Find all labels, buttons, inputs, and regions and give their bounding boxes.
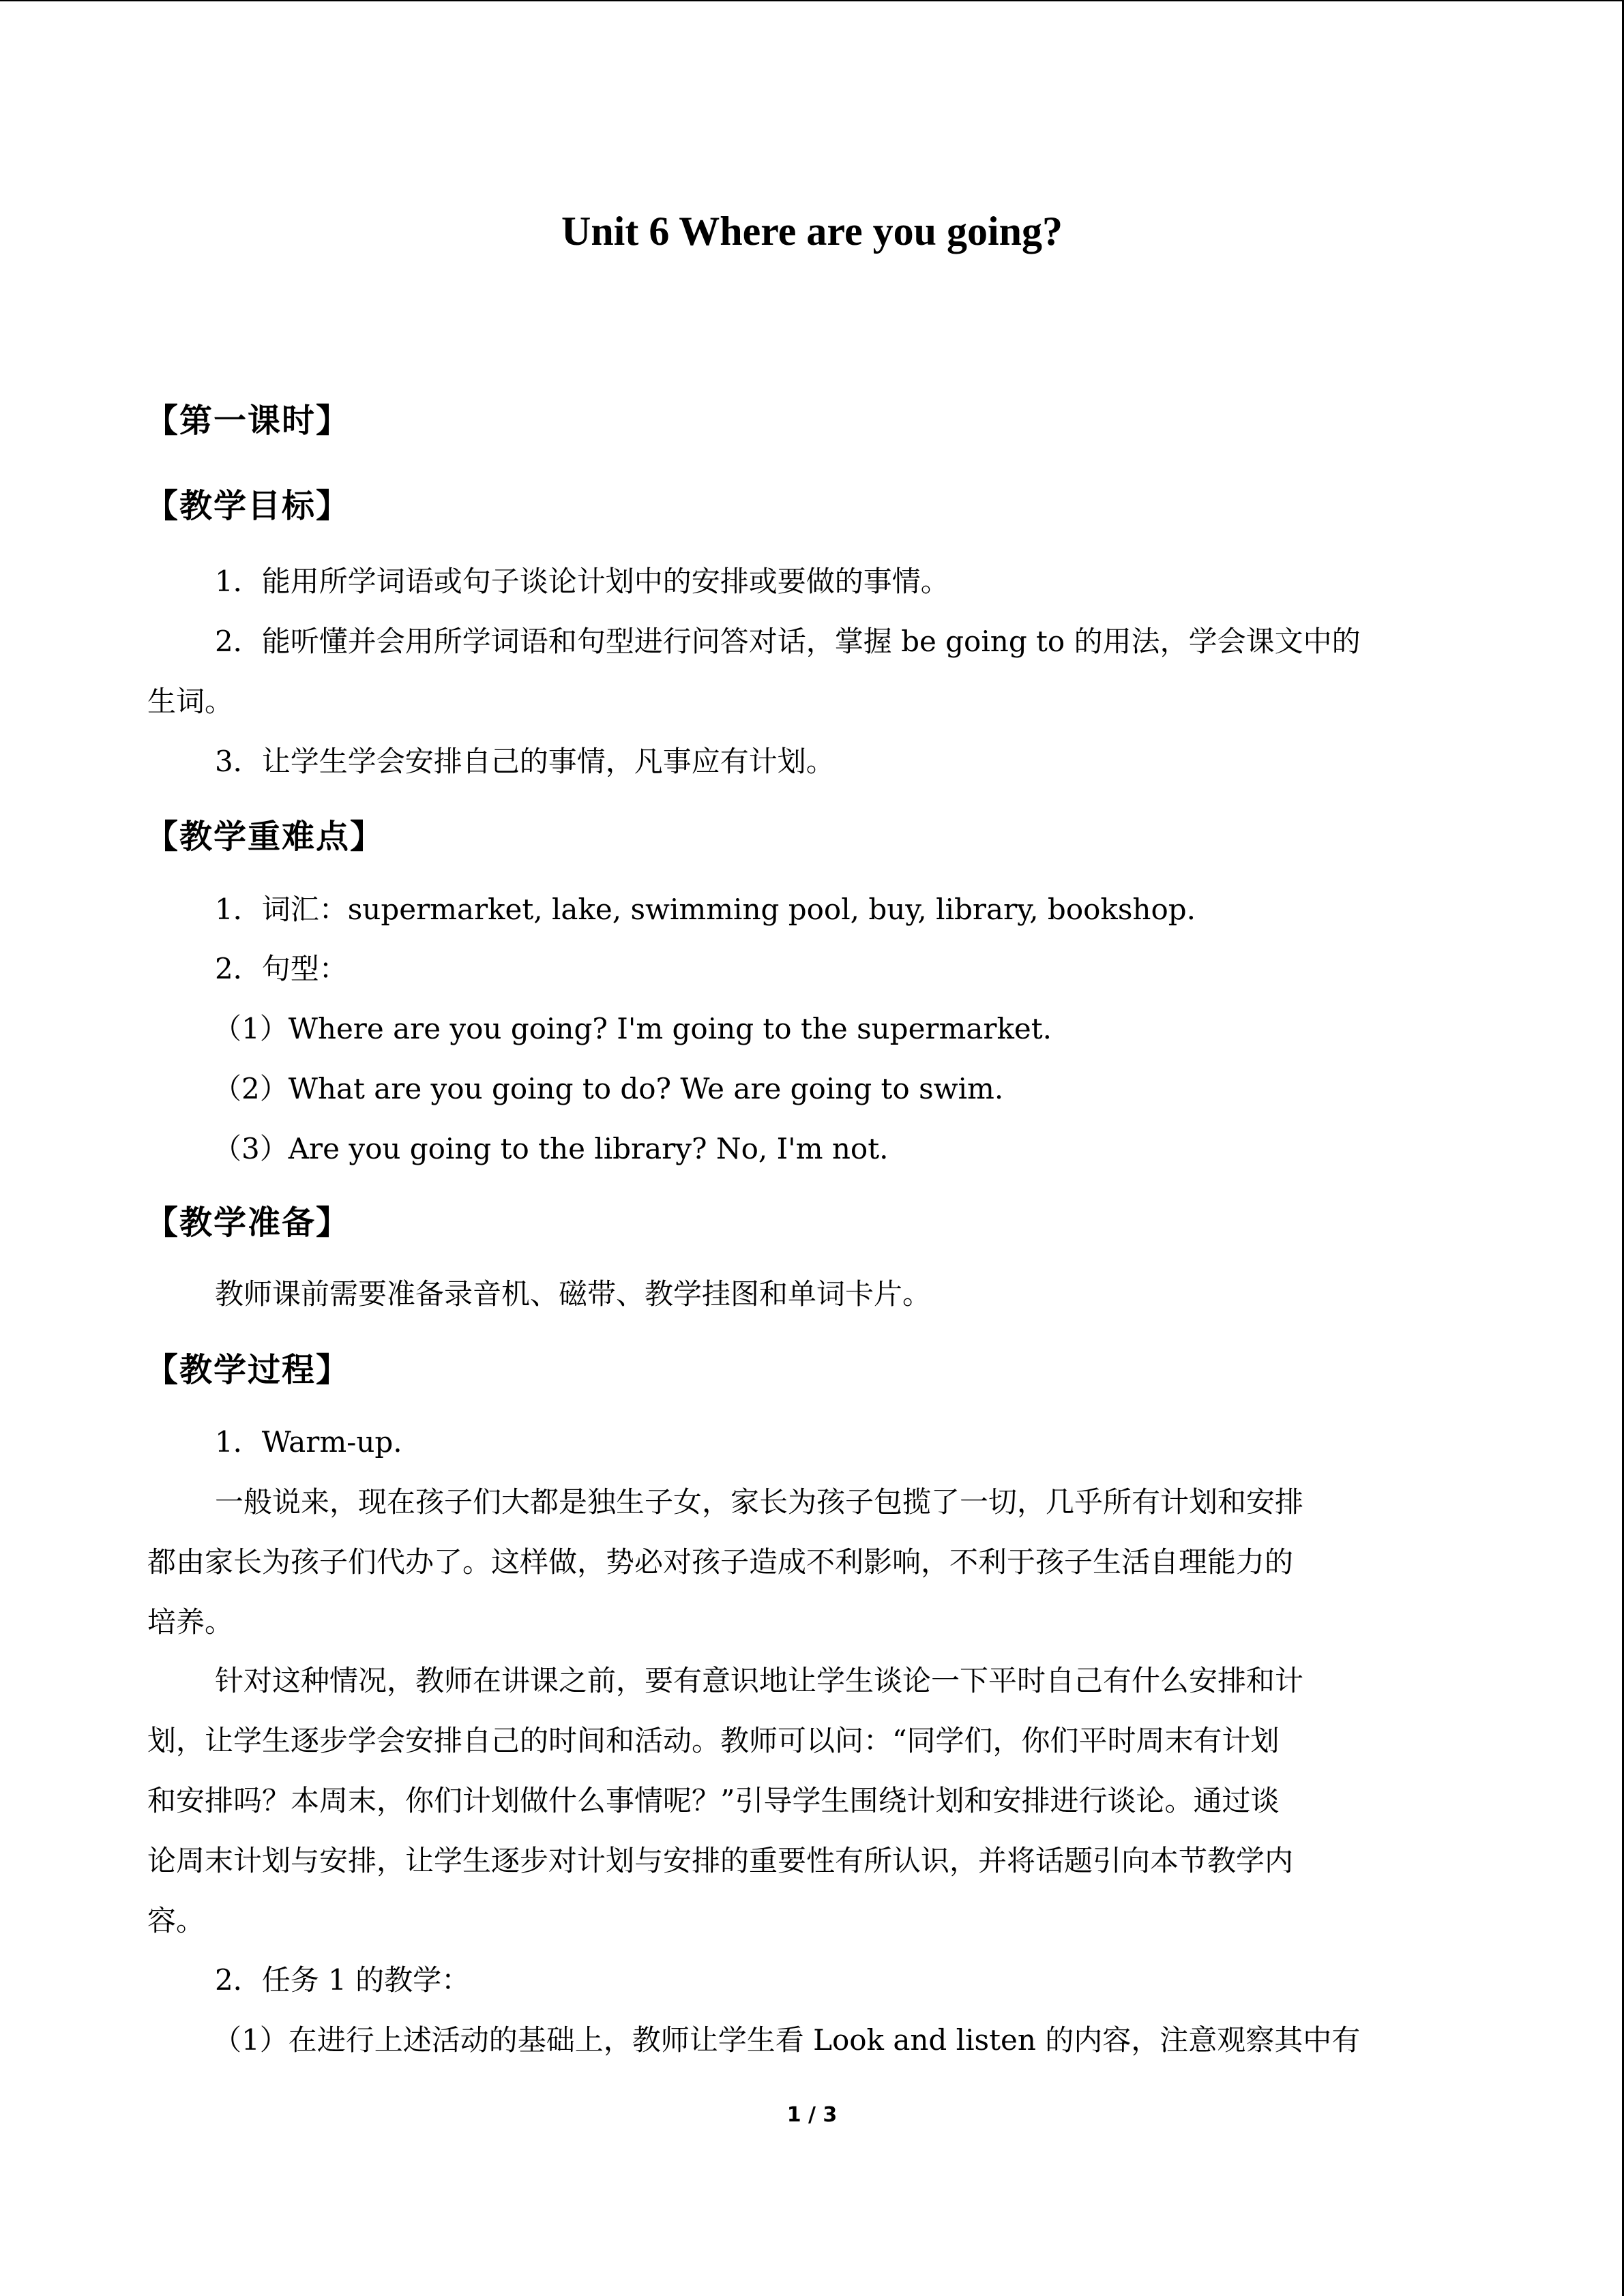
- objective-item-2-line-2: 生词。: [147, 685, 234, 718]
- process-warmup: 1．Warm-up.: [215, 1425, 402, 1459]
- page-number: 1 / 3: [786, 2103, 838, 2127]
- process-para1-line3: 培养。: [147, 1605, 234, 1639]
- key-point-sentences-label: 2．句型：: [215, 952, 348, 985]
- objective-item-2-line-1: 2．能听懂并会用所学词语和句型进行问答对话，掌握 be going to 的用法，学会课文中的: [215, 625, 1361, 658]
- key-point-vocab: 1．词汇：supermarket, lake, swimming pool, buy, library, bookshop.: [215, 893, 1196, 926]
- heading-lesson: 【第一课时】: [145, 402, 351, 440]
- process-para1-line1: 一般说来，现在孩子们大都是独生子女，家长为孩子包揽了一切，几乎所有计划和安排: [215, 1485, 1304, 1519]
- page-border-top: [0, 0, 1624, 1]
- process-para2-line2: 划，让学生逐步学会安排自己的时间和活动。教师可以问：“同学们，你们平时周末有计划: [147, 1724, 1280, 1757]
- process-para2-line3: 和安排吗？本周末，你们计划做什么事情呢？”引导学生围绕计划和安排进行谈论。通过谈: [147, 1784, 1280, 1817]
- sentence-pattern-3: （3）Are you going to the library? No, I'm not.: [213, 1132, 889, 1165]
- process-task1: 2．任务 1 的教学：: [215, 1963, 471, 1997]
- heading-objectives: 【教学目标】: [145, 487, 351, 525]
- sentence-pattern-1: （1）Where are you going? I'm going to the supermarket.: [213, 1012, 1052, 1045]
- process-para2-line1: 针对这种情况，教师在讲课之前，要有意识地让学生谈论一下平时自己有什么安排和计: [215, 1664, 1304, 1697]
- objective-item-3: 3．让学生学会安排自己的事情，凡事应有计划。: [215, 745, 835, 778]
- preparation-text: 教师课前需要准备录音机、磁带、教学挂图和单词卡片。: [215, 1277, 932, 1311]
- sentence-pattern-2: （2）What are you going to do? We are going to swim.: [213, 1072, 1004, 1105]
- process-task1-item1: （1）在进行上述活动的基础上，教师让学生看 Look and listen 的内容，注意观察其中有: [213, 2023, 1361, 2057]
- heading-key-points: 【教学重难点】: [145, 818, 385, 856]
- process-para2-line5: 容。: [147, 1904, 205, 1937]
- heading-process: 【教学过程】: [145, 1351, 351, 1389]
- process-para1-line2: 都由家长为孩子们代办了。这样做，势必对孩子造成不利影响，不利于孩子生活自理能力的: [147, 1545, 1294, 1579]
- process-para2-line4: 论周末计划与安排，让学生逐步对计划与安排的重要性有所认识，并将话题引向本节教学内: [147, 1844, 1294, 1877]
- objective-item-1: 1．能用所学词语或句子谈论计划中的安排或要做的事情。: [215, 565, 949, 598]
- heading-preparation: 【教学准备】: [145, 1204, 351, 1242]
- document-title: Unit 6 Where are you going?: [561, 209, 1063, 254]
